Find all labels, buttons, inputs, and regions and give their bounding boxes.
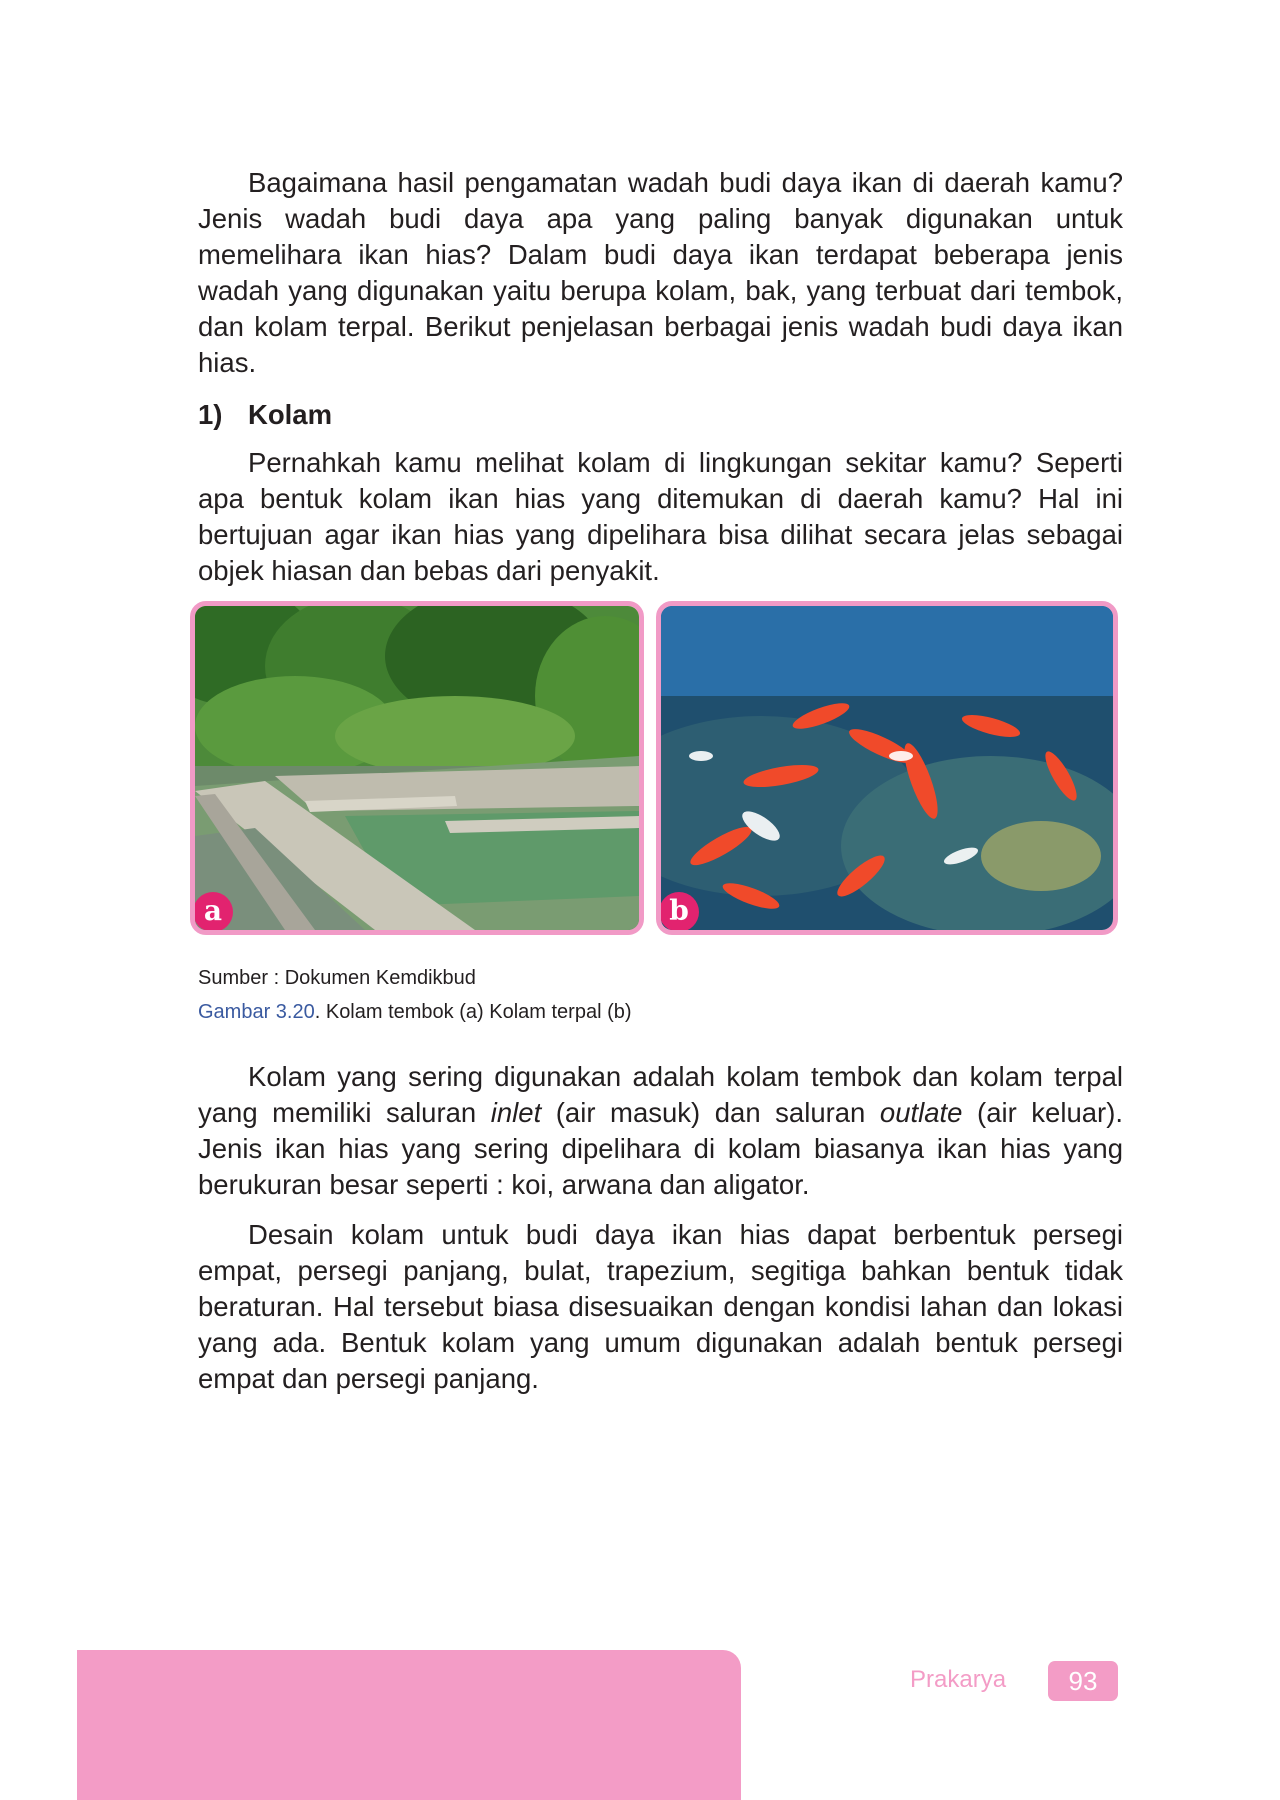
footer-band — [77, 1650, 741, 1800]
koi-pond-image — [661, 606, 1113, 930]
photo-concrete-pond — [190, 601, 644, 935]
term-outlate: outlate — [879, 1097, 963, 1128]
figure-photos — [190, 601, 1123, 941]
photo-b-label: b — [659, 892, 699, 932]
photo-a-label: a — [193, 892, 233, 932]
body-paragraph-2: Desain kolam untuk budi daya ikan hias dapat berbentuk persegi empat, persegi panjang, bulat, trapezium, segitiga bahkan bentuk tidak beraturan. Hal tersebut biasa disesuaikan dengan kondisi lahan dan lokasi yang ada. Bentuk kolam yang umum digunakan adalah bentuk persegi empat dan persegi panjang. — [198, 1219, 1123, 1394]
body-p1-part2: (air masuk) dan saluran — [541, 1097, 880, 1128]
figure-caption-text: . Kolam tembok (a) Kolam terpal (b) — [314, 1001, 632, 1023]
figure-number: Gambar 3.20 — [198, 1001, 315, 1023]
section-paragraph: Pernahkah kamu melihat kolam di lingkungan sekitar kamu? Seperti apa bentuk kolam ikan hias yang ditemukan di daerah kamu? Hal ini bertujuan agar ikan hias yang dipelihara bisa dilihat secara jelas sebagai objek hiasan dan bebas dari penyakit. — [198, 447, 1123, 586]
intro-paragraph: Bagaimana hasil pengamatan wadah budi daya ikan di daerah kamu? Jenis wadah budi daya apa yang paling banyak digunakan untuk memelihara ikan hias? Dalam budi daya ikan terdapat beberapa jenis wadah yang digunakan yaitu berupa kolam, bak, yang terbuat dari tembok, dan kolam terpal. Berikut penjelasan berbagai jenis wadah budi daya ikan hias. — [198, 167, 1123, 378]
section-title: Kolam — [248, 399, 333, 430]
page-content — [198, 165, 1123, 1397]
figure-caption — [198, 961, 1123, 1029]
section-number: 1) — [198, 399, 223, 430]
term-inlet: inlet — [490, 1097, 542, 1128]
page-number-badge: 93 — [1048, 1661, 1118, 1701]
body-p1-part3: (air keluar). Jenis ikan hias yang sering dipelihara di kolam biasanya ikan hias yang berukuran besar seperti : koi, arwana dan aligator. — [198, 1097, 1123, 1200]
concrete-pond-image — [195, 606, 639, 930]
section-heading — [198, 397, 1123, 433]
figure-source: Sumber : Dokumen Kemdikbud — [198, 967, 476, 989]
body-p1-part1: Kolam yang sering digunakan adalah kolam tembok dan kolam terpal yang memiliki saluran — [198, 1061, 1123, 1128]
footer-book-title: Prakarya — [910, 1666, 1007, 1693]
photo-tarpaulin-pond — [656, 601, 1118, 935]
figure-caption-line — [198, 995, 1123, 1029]
body-paragraph-1 — [198, 1059, 1123, 1203]
